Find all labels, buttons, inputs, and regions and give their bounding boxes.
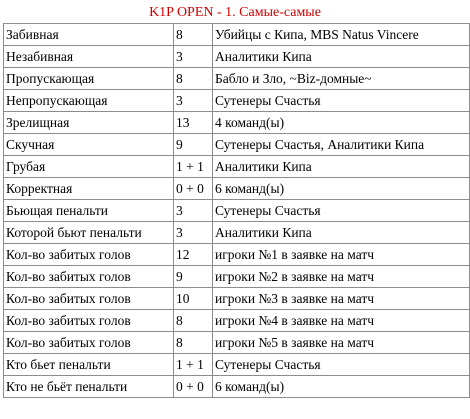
- category-cell: Непропускающая: [4, 90, 174, 112]
- table-row: [4, 200, 470, 222]
- team-cell: Аналитики Кипа: [213, 46, 470, 68]
- table-row: [4, 90, 470, 112]
- team-cell: игроки №2 в заявке на матч: [213, 266, 470, 288]
- category-cell: Кол-во забитых голов: [4, 266, 174, 288]
- category-cell: Зрелищная: [4, 112, 174, 134]
- value-cell: 8: [174, 332, 213, 354]
- value-cell: 8: [174, 24, 213, 46]
- category-cell: Пропускающая: [4, 68, 174, 90]
- table-row: [4, 222, 470, 244]
- category-cell: Кто не бьёт пенальти: [4, 376, 174, 398]
- team-cell: 6 команд(ы): [213, 376, 470, 398]
- team-cell: Бабло и Зло, ~Biz-домные~: [213, 68, 470, 90]
- table-row: [4, 24, 470, 46]
- value-cell: 1 + 1: [174, 354, 213, 376]
- team-cell: игроки №3 в заявке на матч: [213, 288, 470, 310]
- team-cell: Сутенеры Счастья: [213, 90, 470, 112]
- value-cell: 9: [174, 134, 213, 156]
- category-cell: Забивная: [4, 24, 174, 46]
- page-title: K1P OPEN - 1. Самые-самые: [149, 5, 321, 20]
- team-cell: Сутенеры Счастья, Аналитики Кипа: [213, 134, 470, 156]
- value-cell: 3: [174, 200, 213, 222]
- value-cell: 3: [174, 90, 213, 112]
- team-cell: 4 команд(ы): [213, 112, 470, 134]
- team-cell: игроки №1 в заявке на матч: [213, 244, 470, 266]
- team-cell: Аналитики Кипа: [213, 222, 470, 244]
- table-row: [4, 244, 470, 266]
- team-cell: Сутенеры Счастья: [213, 354, 470, 376]
- category-cell: Кто бьет пенальти: [4, 354, 174, 376]
- table-row: [4, 112, 470, 134]
- value-cell: 8: [174, 310, 213, 332]
- table-row: [4, 376, 470, 398]
- team-cell: Сутенеры Счастья: [213, 200, 470, 222]
- category-cell: Незабивная: [4, 46, 174, 68]
- table-row: [4, 310, 470, 332]
- team-cell: Аналитики Кипа: [213, 156, 470, 178]
- value-cell: 0 + 0: [174, 178, 213, 200]
- table-row: [4, 354, 470, 376]
- table-row: [4, 266, 470, 288]
- value-cell: 10: [174, 288, 213, 310]
- value-cell: 12: [174, 244, 213, 266]
- table-row: [4, 332, 470, 354]
- value-cell: 8: [174, 68, 213, 90]
- stats-table: [3, 23, 470, 398]
- team-cell: игроки №4 в заявке на матч: [213, 310, 470, 332]
- table-row: [4, 46, 470, 68]
- category-cell: Грубая: [4, 156, 174, 178]
- value-cell: 0 + 0: [174, 376, 213, 398]
- table-row: [4, 288, 470, 310]
- team-cell: игроки №5 в заявке на матч: [213, 332, 470, 354]
- value-cell: 9: [174, 266, 213, 288]
- category-cell: Кол-во забитых голов: [4, 332, 174, 354]
- category-cell: Кол-во забитых голов: [4, 244, 174, 266]
- table-row: [4, 68, 470, 90]
- category-cell: Корректная: [4, 178, 174, 200]
- value-cell: 13: [174, 112, 213, 134]
- category-cell: Кол-во забитых голов: [4, 310, 174, 332]
- category-cell: Которой бьют пенальти: [4, 222, 174, 244]
- table-row: [4, 156, 470, 178]
- value-cell: 1 + 1: [174, 156, 213, 178]
- category-cell: Скучная: [4, 134, 174, 156]
- team-cell: 6 команд(ы): [213, 178, 470, 200]
- category-cell: Бьющая пенальти: [4, 200, 174, 222]
- stats-table-body: [4, 24, 470, 398]
- table-row: [4, 134, 470, 156]
- table-row: [4, 178, 470, 200]
- value-cell: 3: [174, 222, 213, 244]
- category-cell: Кол-во забитых голов: [4, 288, 174, 310]
- value-cell: 3: [174, 46, 213, 68]
- team-cell: Убийцы с Кипа, MBS Natus Vincere: [213, 24, 470, 46]
